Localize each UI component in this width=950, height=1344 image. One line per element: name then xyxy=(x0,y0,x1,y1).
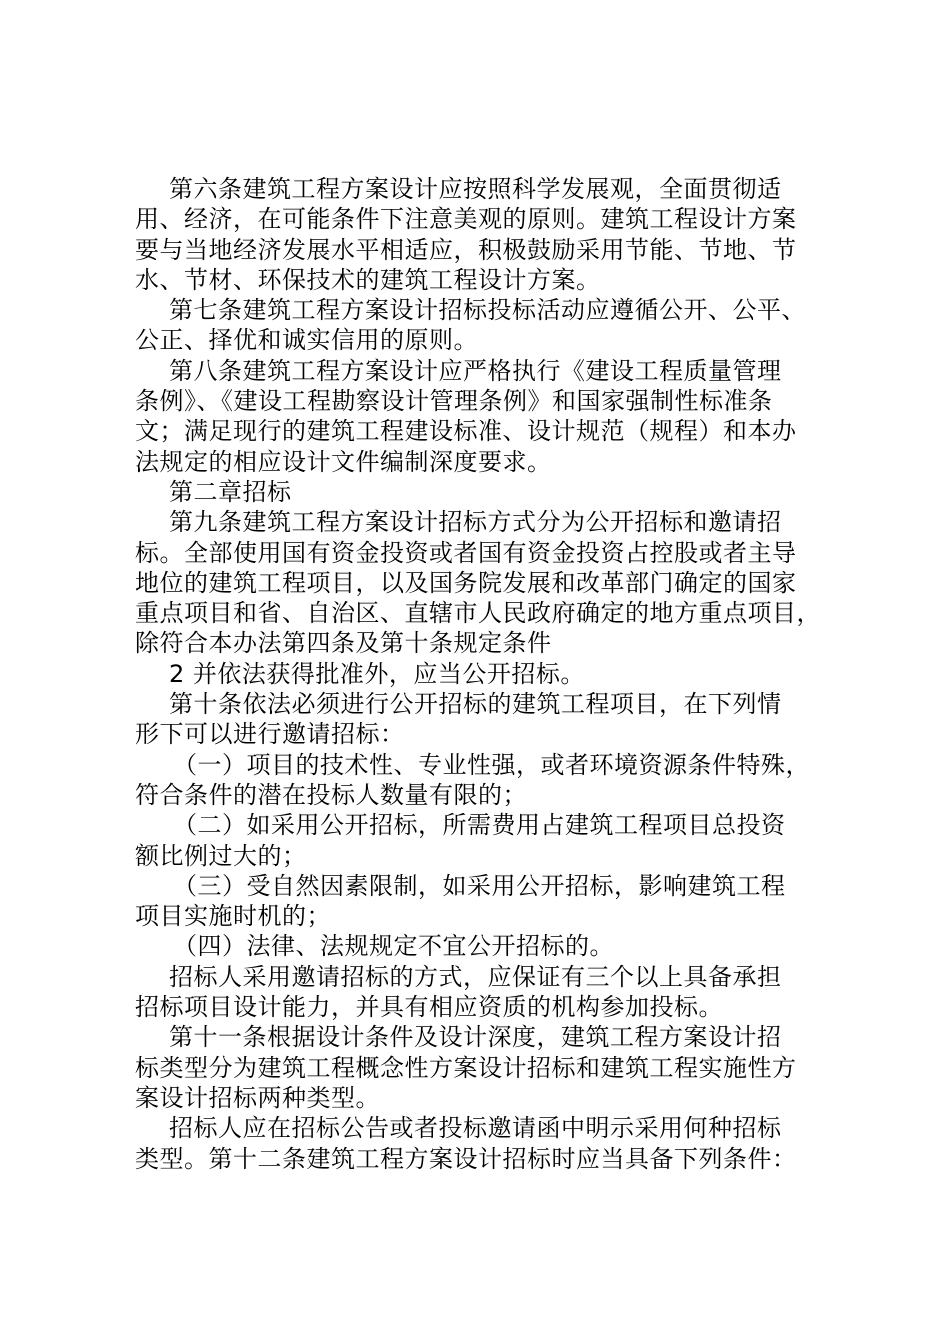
text-line: 标类型分为建筑工程概念性方案设计招标和建筑工程实施性方 xyxy=(135,1053,797,1082)
text-line: 要与当地经济发展水平相适应，积极鼓励采用节能、节地、节 xyxy=(135,235,797,264)
document-body xyxy=(135,174,835,1174)
text-line: 项目实施时机的； xyxy=(135,902,331,931)
text-line: （一）项目的技术性、专业性强，或者环境资源条件特殊， xyxy=(173,750,810,779)
text-line: 第二章招标 xyxy=(169,477,292,506)
text-line: 地位的建筑工程项目，以及国务院发展和改革部门确定的国家 xyxy=(135,568,797,597)
text-line: 形下可以进行邀请招标： xyxy=(135,720,405,749)
text-line: 标。全部使用国有资金投资或者国有资金投资占控股或者主导 xyxy=(135,538,797,567)
text-line: 第九条建筑工程方案设计招标方式分为公开招标和邀请招 xyxy=(169,508,782,537)
text-line: 第七条建筑工程方案设计招标投标活动应遵循公开、公平、 xyxy=(169,296,806,325)
text-line: 招标人应在招标公告或者投标邀请函中明示采用何种招标 xyxy=(169,1114,782,1143)
text-line: 法规定的相应设计文件编制深度要求。 xyxy=(135,447,552,476)
text-line: 公正、择优和诚实信用的原则。 xyxy=(135,326,478,355)
text-line: 第十条依法必须进行公开招标的建筑工程项目，在下列情 xyxy=(169,690,782,719)
text-line: 水、节材、环保技术的建筑工程设计方案。 xyxy=(135,265,601,294)
text-line: 2 并依法获得批准外，应当公开招标。 xyxy=(169,659,585,688)
text-line: 招标人采用邀请招标的方式，应保证有三个以上具备承担 xyxy=(169,962,782,991)
text-line: 符合条件的潜在投标人数量有限的； xyxy=(135,780,527,809)
text-line: 第十一条根据设计条件及设计深度，建筑工程方案设计招 xyxy=(169,1023,782,1052)
text-line: 类型。第十二条建筑工程方案设计招标时应当具备下列条件： xyxy=(135,1144,797,1173)
text-line: 第八条建筑工程方案设计应严格执行《建设工程质量管理 xyxy=(169,356,782,385)
text-line: （三）受自然因素限制，如采用公开招标，影响建筑工程 xyxy=(173,871,786,900)
text-line: 招标项目设计能力，并具有相应资质的机构参加投标。 xyxy=(135,993,723,1022)
text-line: 除符合本办法第四条及第十条规定条件 xyxy=(135,629,552,658)
text-line: 文；满足现行的建筑工程建设标准、设计规范（规程）和本办 xyxy=(135,417,797,446)
text-line: 重点项目和省、自治区、直辖市人民政府确定的地方重点项目， xyxy=(135,599,821,628)
text-line: 用、经济，在可能条件下注意美观的原则。建筑工程设计方案 xyxy=(135,205,797,234)
text-line: 案设计招标两种类型。 xyxy=(135,1083,380,1112)
text-line: （二）如采用公开招标，所需费用占建筑工程项目总投资 xyxy=(173,811,786,840)
text-line: （四）法律、法规规定不宜公开招标的。 xyxy=(173,932,614,961)
text-line: 额比例过大的； xyxy=(135,841,307,870)
text-line: 条例》、《建设工程勘察设计管理条例》和国家强制性标准条 xyxy=(135,387,773,416)
text-line: 第六条建筑工程方案设计应按照科学发展观，全面贯彻适 xyxy=(169,175,782,203)
